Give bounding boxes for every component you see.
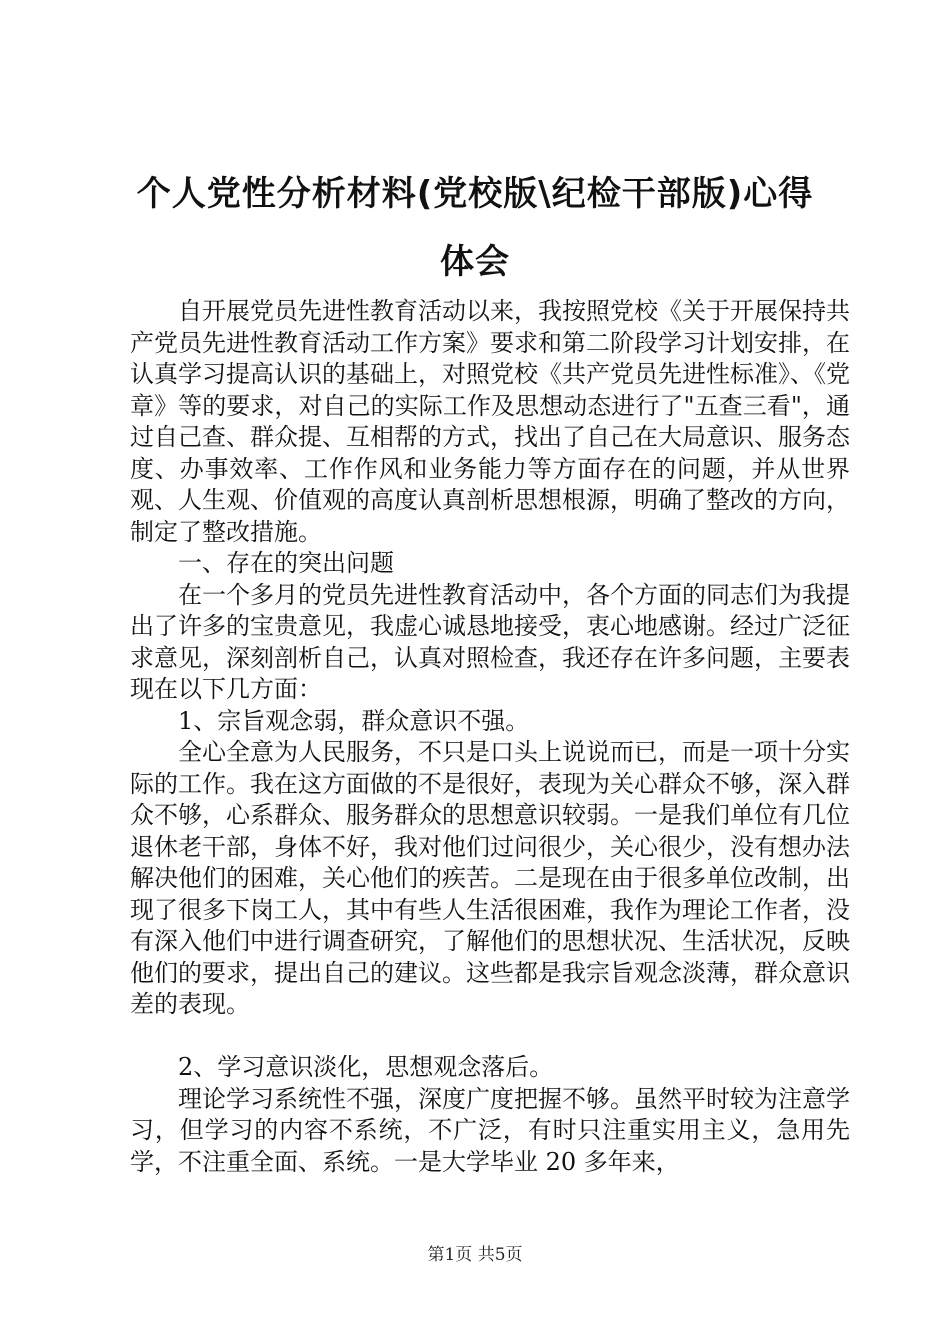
- title-line-1: 个人党性分析材料(党校版\纪检干部版)心得: [136, 174, 814, 214]
- subsection-heading: 1、宗旨观念弱，群众意识不强。: [178, 706, 530, 735]
- intro-paragraph: 自开展党员先进性教育活动以来，我按照党校《关于开展保持共产党员先进性教育活动工作方案》要求和第二阶段学习计划安排，在认真学习提高认识的基础上，对照党校《共产党员先进性标准》、《党章》等的要求，对自己的实际工作及思想动态进行了"五查三看"，通过自己查、群众提、互相帮的方式，找出了自己在大局意识、服务态度、办事效率、工作作风和业务能力等方面存在的问题，并从世界观、人生观、价值观的高度认真剖析思想根源，明确了整改的方向，制定了整改措施。: [130, 297, 850, 546]
- title-line-2: 体会: [440, 242, 510, 282]
- document-body: [130, 296, 850, 1178]
- page-number-footer: 第1页 共5页: [427, 1245, 523, 1265]
- section-heading: 一、存在的突出问题: [178, 549, 394, 577]
- subsection-heading: 2、学习意识淡化，思想观念落后。: [178, 1053, 554, 1081]
- body-paragraph: 理论学习系统性不强，深度广度把握不够。虽然平时较为注意学习，但学习的内容不系统，不广泛，有时只注重实用主义，急用先学，不注重全面、系统。一是大学毕业 20 多年来，: [130, 1084, 850, 1176]
- body-paragraph: 全心全意为人民服务，不只是口头上说说而已，而是一项十分实际的工作。我在这方面做的不是很好，表现为关心群众不够，深入群众不够，心系群众、服务群众的思想意识较弱。一是我们单位有几位退休老干部，身体不好，我对他们过问很少，关心很少，没有想办法解决他们的困难，关心他们的疾苦。二是现在由于很多单位改制，出现了很多下岗工人，其中有些人生活很困难，我作为理论工作者，没有深入他们中进行调查研究，了解他们的思想状况、生活状况，反映他们的要求，提出自己的建议。这些都是我宗旨观念淡薄，群众意识差的表现。: [130, 738, 850, 1018]
- body-paragraph: 在一个多月的党员先进性教育活动中，各个方面的同志们为我提出了许多的宝贵意见，我虚心诚恳地接受，衷心地感谢。经过广泛征求意见，深刻剖析自己，认真对照检查，我还存在许多问题，主要表现在以下几方面：: [130, 580, 850, 703]
- document-title: [120, 160, 830, 296]
